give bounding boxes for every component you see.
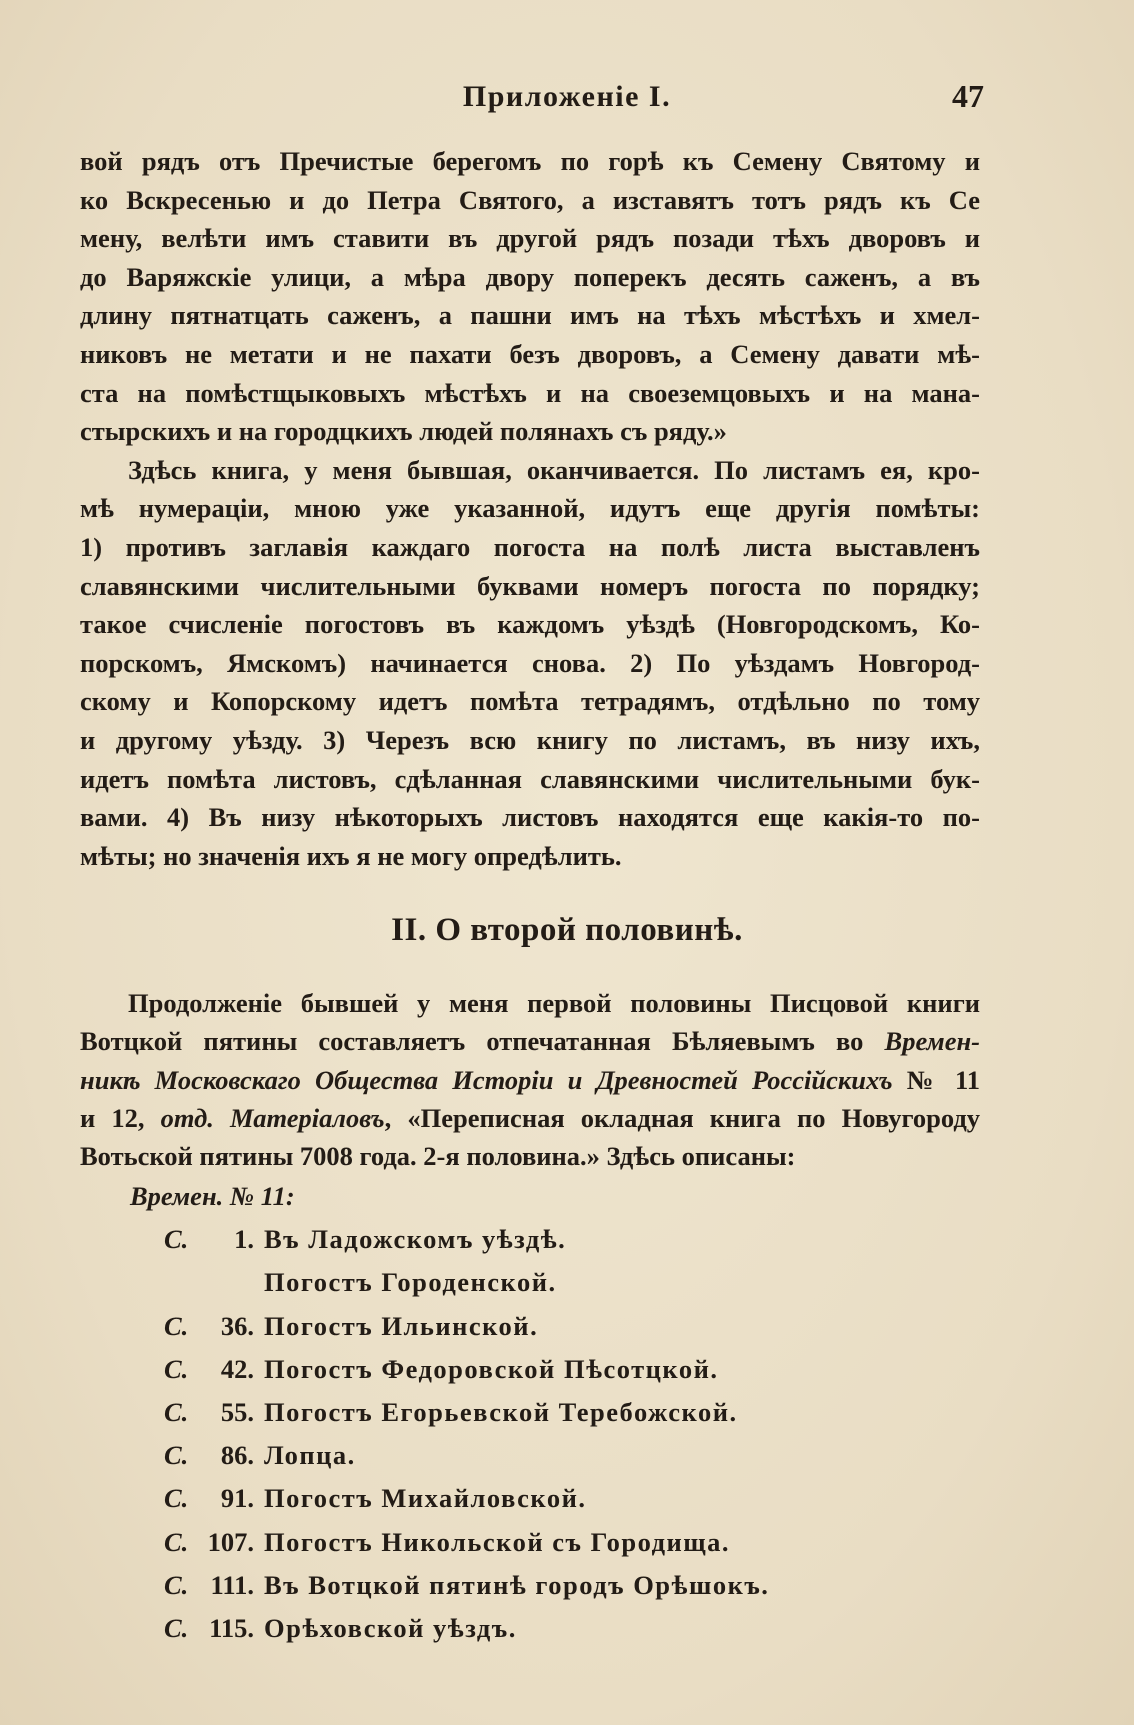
paragraph-2 — [80, 451, 980, 876]
list-item — [130, 1348, 930, 1391]
page-ref: 91. — [220, 1483, 254, 1514]
page-ref: 1. — [234, 1224, 254, 1255]
text-line: длину пятнатцать саженъ, а пашни имъ на тѣхъ мѣстѣхъ и хмел- — [80, 300, 980, 331]
contents-list — [130, 1175, 930, 1650]
list-item — [130, 1261, 930, 1304]
text-line: идетъ помѣта листовъ, сдѣланная славянскими числительными бук- — [80, 763, 980, 794]
page-abbrev: С. — [164, 1440, 189, 1471]
text-span: , «Переписная окладная книга по Новугороду — [384, 1102, 980, 1133]
text-line: славянскими числительными буквами номеръ погоста по порядку; — [80, 570, 980, 601]
entry-title: Погостъ Егорьевской Теребожской. — [264, 1396, 738, 1427]
body-text — [80, 142, 980, 875]
page-abbrev: С. — [164, 1569, 189, 1600]
text-line: такое счисленіе погостовъ въ каждомъ уѣздѣ (Новгородскомъ, Ко- — [80, 609, 980, 640]
text-line: ко Вскресенью и до Петра Святого, а изставятъ тотъ рядъ къ Се — [80, 184, 980, 215]
entry-title: Погостъ Городенской. — [264, 1267, 557, 1298]
paragraph-1 — [80, 142, 980, 451]
list-item — [130, 1564, 930, 1607]
entry-title: Въ Ладожскомъ уѣздѣ. — [264, 1224, 567, 1255]
entry-title: Лопца. — [264, 1440, 356, 1471]
italic-span: отд. Матеріаловъ — [160, 1102, 385, 1133]
list-item — [130, 1305, 930, 1348]
page-ref: 42. — [220, 1353, 254, 1384]
page-number: 47 — [952, 78, 984, 114]
page-abbrev: С. — [164, 1612, 189, 1643]
italic-span: никѣ Московскаго Общества Исторіи и Древностей Россійскихъ — [80, 1064, 893, 1095]
text-line — [80, 1099, 980, 1137]
list-item — [130, 1607, 930, 1650]
text-line: Продолженіе бывшей у меня первой половины Писцовой книги — [128, 988, 980, 1018]
page-abbrev: С. — [164, 1396, 189, 1427]
text-span: № 11 — [892, 1064, 980, 1095]
list-item — [130, 1434, 930, 1477]
text-line: мѣты; но значенія ихъ я не могу опредѣлить. — [80, 840, 622, 871]
text-line: скому и Копорскому идетъ помѣта тетрадямъ, отдѣльно по тому — [80, 686, 980, 717]
entry-title: Погостъ Федоровской Пѣсотцкой. — [264, 1353, 719, 1384]
page-abbrev: С. — [164, 1310, 189, 1341]
page-ref: 115. — [209, 1612, 254, 1643]
page-abbrev: С. — [164, 1483, 189, 1514]
list-item — [130, 1521, 930, 1564]
text-line — [80, 1061, 980, 1099]
entry-title: Погостъ Ильинской. — [264, 1310, 539, 1341]
text-line: и другому уѣзду. 3) Черезъ всю книгу по листамъ, въ низу ихъ, — [80, 724, 980, 755]
list-item — [130, 1391, 930, 1434]
page-abbrev: С. — [164, 1526, 189, 1557]
text-line: 1) противъ заглавія каждаго погоста на полѣ листа выставленъ — [80, 531, 980, 562]
text-line: Вотьской пятины 7008 года. 2-я половина.» Здѣсь описаны: — [80, 1141, 796, 1172]
text-span: и 12, — [80, 1102, 161, 1133]
running-title: Приложеніе I. — [462, 80, 672, 113]
paragraph-3 — [80, 984, 980, 1175]
text-line: стырскихъ и на городцкихъ людей полянахъ съ ряду.» — [80, 416, 727, 447]
text-line: порскомъ, Ямскомъ) начинается снова. 2) По уѣздамъ Новгород- — [80, 647, 980, 678]
page-ref: 86. — [220, 1440, 254, 1471]
text-line — [80, 1022, 980, 1060]
entry-title: Погостъ Михайловской. — [264, 1483, 587, 1514]
text-line: никовъ не метати и не пахати безъ дворовъ, а Семену давати мѣ- — [80, 338, 980, 369]
section-heading: II. О второй половинѣ. — [391, 912, 743, 948]
list-item — [130, 1477, 930, 1520]
text-line: Здѣсь книга, у меня бывшая, оканчивается. По листамъ ея, кро- — [128, 454, 980, 485]
text-line: до Варяжскіе улици, а мѣра двору поперекъ десять саженъ, а въ — [80, 261, 980, 292]
italic-span: Времен- — [884, 1026, 980, 1057]
list-item — [130, 1218, 930, 1261]
text-line: вой рядъ отъ Пречистые берегомъ по горѣ къ Семену Святому и — [80, 146, 980, 176]
text-line: мѣ нумераціи, мною уже указанной, идутъ еще другія помѣты: — [80, 493, 980, 524]
entry-title: Погостъ Никольской съ Городища. — [264, 1526, 731, 1557]
entry-title: Орѣховской уѣздъ. — [264, 1612, 517, 1643]
page-ref: 107. — [207, 1526, 254, 1557]
text-span: Вотцкой пятины составляетъ отпечатанная Бѣляевымъ во — [80, 1026, 885, 1057]
text-line: мену, велѣти имъ ставити въ другой рядъ позади тѣхъ дворовъ и — [80, 223, 980, 254]
page-ref: 36. — [220, 1310, 254, 1341]
entry-title: Въ Вотцкой пятинѣ городъ Орѣшокъ. — [264, 1569, 770, 1600]
page-ref: 55. — [220, 1396, 254, 1427]
page-ref: 111. — [210, 1569, 254, 1600]
text-line: вами. 4) Въ низу нѣкоторыхъ листовъ находятся еще какія-то по- — [80, 802, 980, 833]
page-abbrev: С. — [164, 1224, 189, 1255]
page-abbrev: С. — [164, 1353, 189, 1384]
contents-heading: Времен. № 11: — [130, 1181, 295, 1211]
text-line: ста на помѣстщыковыхъ мѣстѣхъ и на своеземцовыхъ и на мана- — [80, 377, 980, 408]
